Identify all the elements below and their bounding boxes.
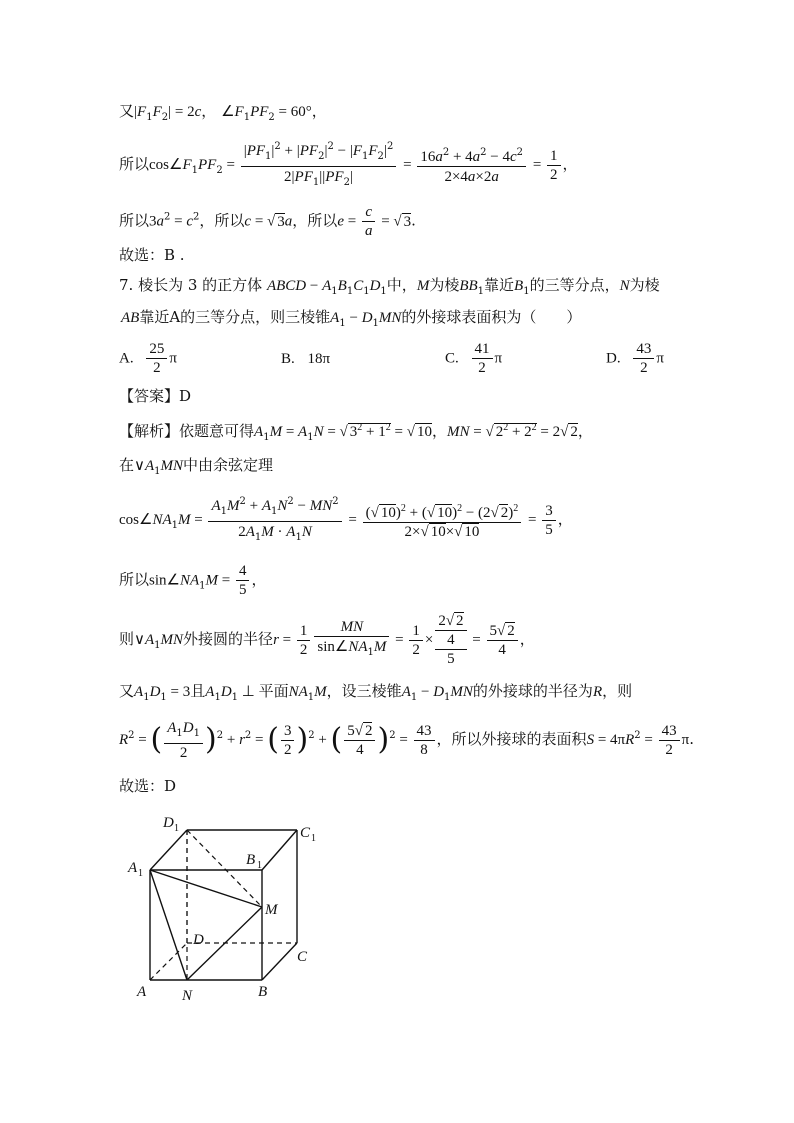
answer-label: 【答案】D (119, 387, 192, 405)
analysis-R: $R^2$ = ( $\frac{A_1D_1}{2}$ )$^2 + r^2$ = ( $\frac{3}{2}$ )$^2$ + ( $\frac{5√ 2}{4}$ )$^2$ = $\frac{43}{8}$ ，所以外接球的表面积$S = 4\pi R^2$ = $\frac{43}{2}$ π. (119, 720, 694, 761)
svg-text:1: 1 (174, 823, 179, 834)
option-d[interactable]: D. $\frac{43}{2}$ π (606, 341, 664, 376)
analysis-sin: 所以$\sin\angle NA_1M$ = $\frac{4}{5}$ ， (119, 563, 267, 598)
cube-figure (125, 810, 355, 1010)
label-B: B (258, 984, 268, 1000)
label-A1: A (128, 860, 138, 876)
svg-text:1: 1 (138, 868, 143, 879)
option-a[interactable]: A. $\frac{25}{2}$ π (119, 341, 177, 376)
question-7-line1: 7. 棱长为 3 的正方体 ABCD − $A_1B_1C_1D_1$中，M为棱$BB_1$靠近$B_1$的三等分点，N为棱 (119, 276, 660, 297)
line-cos-f1pf2: 所以$\cos\angle F_1PF_2$ = $\frac{|PF_1|^2 + |PF_2|^2 - |F_1F_2|^2}{2|PF_1||PF_2|}$ = $\frac{16a^2 + 4a^2 - 4c^2}{2\times 4a\times 2a}$ = $\frac{1}{2}$ ， (119, 138, 578, 192)
analysis-cos: $\cos\angle NA_1M$ = $\frac{A_1M^2 + A_1N^2 - MN^2}{2A_1M \cdot A_1N}$ = $\frac{(√ 10)^2 + (√ 10)^2 - (2√ 2)^2}{2\times√ 10\times√ 10}$ = $\frac{3}{5}$ ， (119, 493, 573, 547)
analysis-perp: 又$A_1D_1 = 3$且$A_1D_1$ ⊥ 平面$NA_1M$，设三棱锥$A_1 - D_1MN$的外接球的半径为R，则 (119, 682, 633, 703)
label-M: M (265, 902, 278, 918)
question-7-line2: AB靠近A的三等分点，则三棱锥$A_1 - D_1MN$的外接球表面积为（ ） (121, 308, 582, 329)
line-eccentricity: 所以$3a^2 = c^2$，所以c = √ 3a，所以e = $\frac{c}{a}$ = √ 3. (119, 204, 416, 239)
analysis-line2: 在$\vee A_1MN$中由余弦定理 (119, 456, 274, 477)
svg-text:1: 1 (257, 860, 262, 871)
final-answer: 故选：D (119, 777, 177, 795)
analysis-radius: 则$\vee A_1MN$外接圆的半径r = $\frac{1}{2}$ $\frac{MN}{\sin\angle NA_1M}$ = $\frac{1}{2}$ × 2√ 2 4 5 = $\frac{5√ 2}{4}$ ， (119, 613, 535, 667)
line-f1f2: 又$|F_1F_2| = 2c$， $\angle F_1PF_2 = 60^\circ$， (119, 102, 327, 123)
label-C1: C (300, 825, 311, 841)
label-N: N (182, 988, 193, 1004)
label-C: C (297, 949, 308, 965)
option-b[interactable]: B. 18π (281, 351, 331, 367)
svg-text:1: 1 (311, 833, 316, 844)
label-D1: D (163, 815, 174, 831)
label-B1: B (246, 852, 256, 868)
answer-prev: 故选：B . (119, 246, 185, 264)
label-D: D (193, 932, 204, 948)
analysis-line1: 【解析】依题意可得$A_1M = A_1N$ = √ $3^2 + 1^2$ = √ 10，MN = √ $2^2 + 2^2 = 2√$ 2， (119, 422, 593, 443)
option-c[interactable]: C. $\frac{41}{2}$ π (445, 341, 503, 376)
label-A: A (137, 984, 147, 1000)
